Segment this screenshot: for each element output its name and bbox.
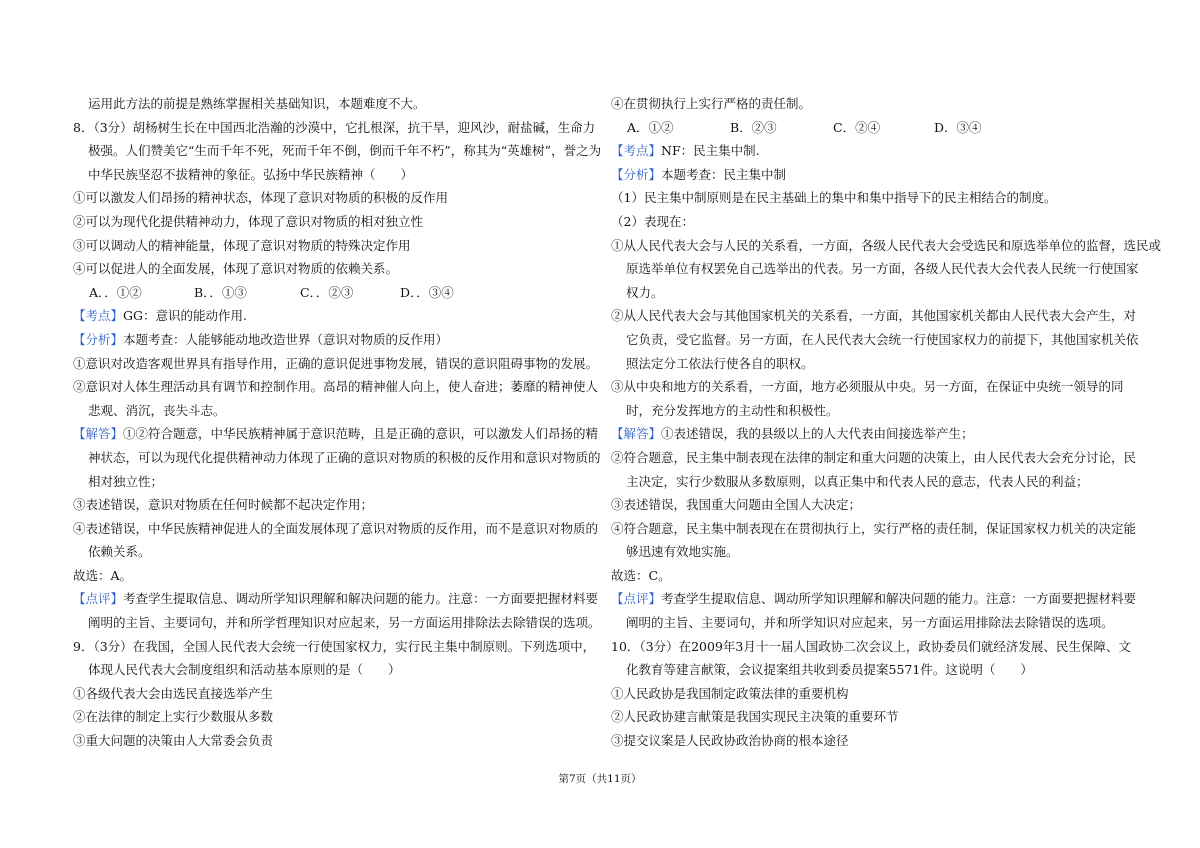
dianping-tag: 【点评】 xyxy=(73,591,124,607)
question-stem: 化教育等建言献策，会议提案组共收到委员提案5571件。这说明（ ） xyxy=(626,662,1033,678)
solution-item: 够迅速有效地实施。 xyxy=(626,544,739,560)
statement: ③提交议案是人民政协政治协商的根本途径 xyxy=(611,733,849,749)
jieda-line xyxy=(611,422,1131,446)
fenxi-line xyxy=(73,328,593,352)
option-a: A．．①② xyxy=(89,284,142,300)
answer-options xyxy=(611,116,1131,140)
option-b: B．．①③ xyxy=(194,284,247,300)
statement: ③重大问题的决策由人大常委会负责 xyxy=(73,733,274,749)
dianping-text: 考查学生提取信息、调动所学知识理解和解决问题的能力。注意：一方面要把握材料要 xyxy=(123,591,599,607)
statement: ①各级代表大会由选民直接选举产生 xyxy=(73,685,274,701)
solution-item: 依赖关系。 xyxy=(88,544,151,560)
question-9-continued xyxy=(611,92,1162,635)
option-d: D．．③④ xyxy=(400,284,454,300)
dianping-line xyxy=(611,587,1137,611)
option-b: B．②③ xyxy=(730,119,777,135)
dianping-tag: 【点评】 xyxy=(611,591,662,607)
question-stem: 体现人民代表大会制度组织和活动基本原则的是（ ） xyxy=(88,662,401,678)
solution-item: ④表述错误，中华民族精神促进人的全面发展体现了意识对物质的反作用，而不是意识对物质的 xyxy=(73,520,599,536)
statement: ③可以调动人的精神能量，体现了意识对物质的特殊决定作用 xyxy=(73,237,411,253)
analysis-item: ①从人民代表大会与人民的关系看，一方面，各级人民代表大会受选民和原选举单位的监督，选民或 xyxy=(611,237,1162,253)
statement: ④可以促进人的全面发展，体现了意识对物质的依赖关系。 xyxy=(73,261,399,277)
kaodian-text: NF：民主集中制. xyxy=(661,143,760,159)
question-stem: 中华民族坚忍不拔精神的象征。弘扬中华民族精神（ ） xyxy=(88,166,414,182)
kaodian-tag: 【考点】 xyxy=(73,308,124,324)
fenxi-text: 本题考查：民主集中制 xyxy=(661,166,787,182)
fenxi-tag: 【分析】 xyxy=(611,166,662,182)
statement: ②人民政协建言献策是我国实现民主决策的重要环节 xyxy=(611,709,899,725)
jieda-text: 相对独立性； xyxy=(88,473,164,489)
solution-item: ③表述错误，我国重大问题由全国人大决定； xyxy=(611,497,862,513)
dianping-line xyxy=(73,587,599,611)
analysis-item: 时，充分发挥地方的主动性和积极性。 xyxy=(626,402,839,418)
kaodian-tag: 【考点】 xyxy=(611,143,662,159)
question-stem: 10．（3分）在2009年3月十一届人国政协二次会议上，政协委员们就经济发展、民生保障、文 xyxy=(611,638,1131,654)
right-column xyxy=(611,92,1162,753)
jieda-text: 神状态，可以为现代化提供精神动力体现了正确的意识对物质的积极的反作用和意识对物质的 xyxy=(88,449,601,465)
statement: ①人民政协是我国制定政策法律的重要机构 xyxy=(611,685,849,701)
analysis-line: （1）民主集中制原则是在民主基础上的集中和集中指导下的民主相结合的制度。 xyxy=(611,190,1057,206)
jieda-text: ①表述错误，我的县级以上的人大代表由间接选举产生； xyxy=(661,426,974,442)
statement: ②可以为现代化提供精神动力，体现了意识对物质的相对独立性 xyxy=(73,213,424,229)
fenxi-tag: 【分析】 xyxy=(73,331,124,347)
option-c: C．．②③ xyxy=(300,284,354,300)
analysis-line: （2）表现在： xyxy=(611,213,694,229)
jieda-tag: 【解答】 xyxy=(73,426,124,442)
jieda-line xyxy=(73,422,599,446)
fenxi-line xyxy=(611,163,1131,187)
analysis-item: ②意识对人体生理活动具有调节和控制作用。高昂的精神催人向上，使人奋进；萎靡的精神使人 xyxy=(73,379,599,395)
page-number: 第7页（共11页） xyxy=(558,773,642,785)
text-line: 运用此方法的前提是熟练掌握相关基础知识，本题难度不大。 xyxy=(88,96,426,111)
kaodian-line xyxy=(611,139,1131,163)
analysis-item: 照法定分工依法行使各自的职权。 xyxy=(626,355,814,371)
page-footer xyxy=(0,771,1200,786)
analysis-item: 它负责，受它监督。另一方面，在人民代表大会统一行使国家权力的前提下，其他国家机关依 xyxy=(626,331,1139,347)
analysis-item: 悲观、消沉，丧失斗志。 xyxy=(88,402,226,418)
option-d: D．③④ xyxy=(934,119,982,135)
jieda-text: ①②符合题意，中华民族精神属于意识范畴，且是正确的意识，可以激发人们昂扬的精 xyxy=(123,426,599,442)
kaodian-line xyxy=(73,304,593,328)
dianping-text: 阐明的主旨、主要词句，并和所学知识对应起来，另一方面运用排除法去除错误的选项。 xyxy=(626,615,1114,631)
analysis-item: 权力。 xyxy=(626,284,664,300)
question-10 xyxy=(611,635,1131,753)
analysis-item: ②从人民代表大会与其他国家机关的关系看，一方面，其他国家机关都由人民代表大会产生，对 xyxy=(611,308,1137,324)
option-a: A．①② xyxy=(627,119,674,135)
fenxi-text: 本题考查：人能够能动地改造世界（意识对物质的反作用） xyxy=(123,331,449,347)
answer: 故选：C。 xyxy=(611,567,671,583)
question-8 xyxy=(73,116,602,635)
solution-item: ②符合题意，民主集中制表现在法律的制定和重大问题的决策上，由人民代表大会充分讨论，民 xyxy=(611,449,1137,465)
statement: ②在法律的制定上实行少数服从多数 xyxy=(73,709,274,725)
solution-item: 主决定，实行少数服从多数原则，以真正集中和代表人民的意志，代表人民的利益； xyxy=(626,473,1089,489)
dianping-text: 考查学生提取信息、调动所学知识理解和解决问题的能力。注意：一方面要把握材料要 xyxy=(661,591,1137,607)
question-stem: 极强。人们赞美它“生而千年不死，死而千年不倒，倒而千年不朽”，称其为“英雄树”，誉之为 xyxy=(88,143,602,159)
analysis-item: ③从中央和地方的关系看，一方面，地方必须服从中央。另一方面，在保证中央统一领导的同 xyxy=(611,379,1124,395)
jieda-tag: 【解答】 xyxy=(611,426,662,442)
dianping-text: 阐明的主旨、主要词句，并和所学哲理知识对应起来，另一方面运用排除法去除错误的选项。 xyxy=(88,615,601,631)
question-stem: 9．（3分）在我国，全国人民代表大会统一行使国家权力，实行民主集中制原则。下列选项中， xyxy=(73,638,596,654)
analysis-item: 原选举单位有权罢免自己选举出的代表。另一方面，各级人民代表大会代表人民统一行使国家 xyxy=(626,261,1139,277)
statement: ①可以激发人们昂扬的精神状态，体现了意识对物质的积极的反作用 xyxy=(73,190,449,206)
option-c: C．②④ xyxy=(833,119,881,135)
question-9 xyxy=(73,635,596,753)
analysis-item: ①意识对改造客观世界具有指导作用，正确的意识促进事物发展，错误的意识阻碍事物的发展。 xyxy=(73,355,599,371)
answer: 故选：A。 xyxy=(73,567,133,583)
left-column xyxy=(73,92,602,753)
statement: ④在贯彻执行上实行严格的责任制。 xyxy=(611,96,812,111)
answer-options xyxy=(73,281,593,305)
solution-item: ④符合题意，民主集中制表现在在贯彻执行上，实行严格的责任制，保证国家权力机关的决定能 xyxy=(611,520,1137,536)
kaodian-text: GG：意识的能动作用. xyxy=(123,308,247,324)
question-stem: 8．（3分）胡杨树生长在中国西北浩瀚的沙漠中，它扎根深，抗干旱，迎风沙，耐盐碱，生命力 xyxy=(73,119,596,135)
solution-item: ③表述错误，意识对物质在任何时候都不起决定作用； xyxy=(73,497,374,513)
